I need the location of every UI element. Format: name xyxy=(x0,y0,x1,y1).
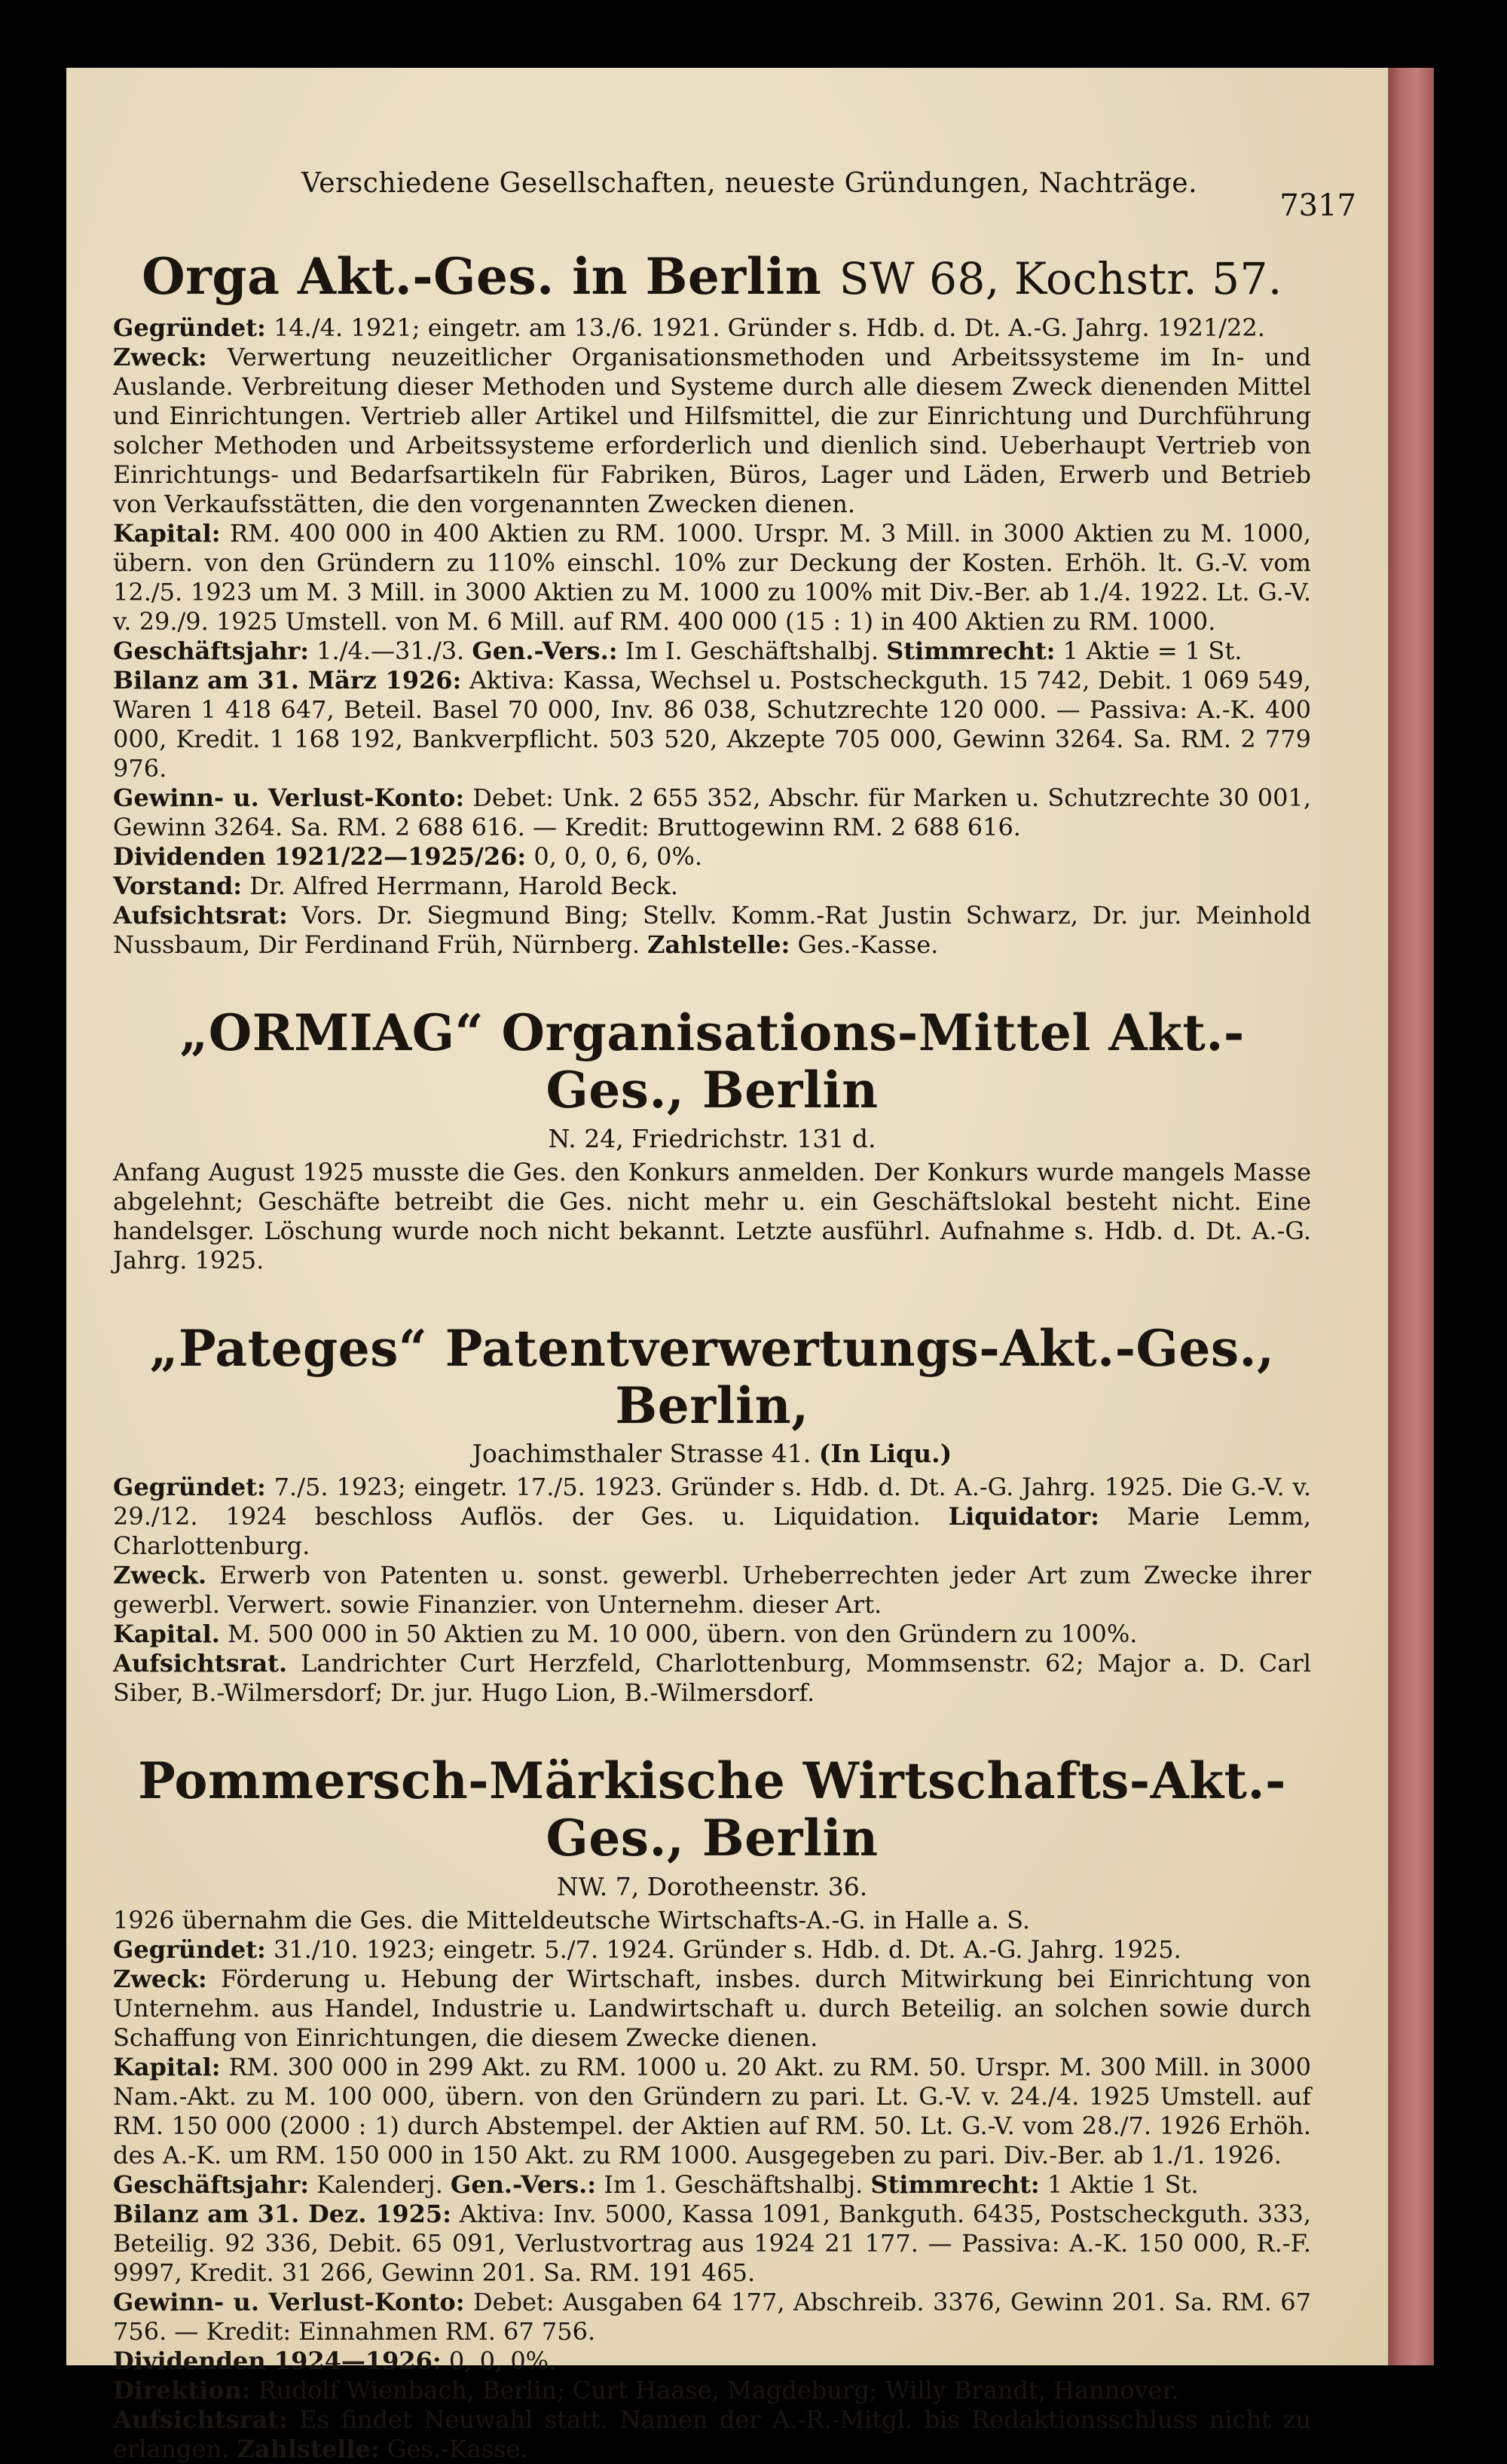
paragraph-text: Ges.-Kasse. xyxy=(379,2435,528,2464)
paragraph xyxy=(113,2288,1311,2346)
paragraph-label: Liquidator: xyxy=(948,1502,1099,1531)
paragraph xyxy=(113,1906,1311,1935)
book-spine xyxy=(1389,68,1434,2365)
entry-title: Pommersch-Märkische Wirtschafts-Akt.-Ges., Berlin xyxy=(138,1751,1286,1868)
paragraph xyxy=(113,637,1311,666)
paragraph-text: Im 1. Geschäftshalbj. xyxy=(596,2170,871,2200)
entry-pateges xyxy=(113,1318,1312,1708)
paragraph-text: Verwertung neuzeitlicher Organisationsmethoden und Arbeitssysteme im In- und Auslande. Verbreitung dieser Methoden und Systeme durch alle diesem Zweck dienenden Mittel und Einrichtungen. Vertrieb aller Artikel und Hilfsmittel, die zur Einrichtung und Durchführung solcher Methoden und Arbeitssysteme erforderlich und dienlich sind. Ueberhaupt Vertrieb von Einrichtungs- und Bedarfsartikeln für Fabriken, Büros, Lager und Läden, Erwerb und Betrieb von Verkaufsstätten, die den vorgenannten Zwecken dienen. xyxy=(113,342,1311,518)
paragraph-label: Zweck: xyxy=(113,1965,207,1994)
paragraph-text: Debet: Unk. 2 655 352, Abschr. für Marken u. Schutzrechte 30 001, Gewinn 3264. Sa. RM. 2 688 616. — Kredit: Bruttogewinn RM. 2 688 616. xyxy=(113,783,1312,841)
paragraph-text: Aktiva: Inv. 5000, Kassa 1091, Bankguth. 6435, Postscheckguth. 333, Beteilig. 92 336, Debit. 65 091, Verlustvortrag aus 1924 21 177. — Passiva: A.-K. 150 000, R.-F. 9997, Kredit. 31 266, Gewinn 201. Sa. RM. 191 465. xyxy=(113,2200,1312,2288)
paragraph xyxy=(113,2200,1311,2288)
paragraph-label: Gegründet: xyxy=(113,1473,266,1502)
paragraph xyxy=(113,1561,1311,1620)
paragraph-label: Zweck: xyxy=(113,342,207,371)
running-head-text: Verschiedene Gesellschaften, neueste Gründungen, Nachträge. xyxy=(301,168,1198,199)
paragraph-label: Zahlstelle: xyxy=(647,930,790,959)
paragraph-label: Dividenden 1921/22—1925/26: xyxy=(113,841,527,871)
paragraph xyxy=(113,783,1311,842)
paragraph xyxy=(113,313,1311,343)
paragraph-label: Gen.-Vers.: xyxy=(450,2170,597,2200)
paragraph-text: Vors. Dr. Siegmund Bing; Stellv. Komm.-Rat Justin Schwarz, Dr. jur. Meinhold Nussbaum, Dir Ferdinand Früh, Nürnberg. xyxy=(113,900,1311,959)
paragraph xyxy=(113,1935,1311,1965)
paragraph-label: Gen.-Vers.: xyxy=(472,636,618,665)
paragraph-label: Geschäftsjahr: xyxy=(113,636,309,665)
liquidation-note: (In Liqu.) xyxy=(818,1439,952,1469)
paragraph-text: 14./4. 1921; eingetr. am 13./6. 1921. Gründer s. Hdb. d. Dt. A.-G. Jahrg. 1921/22. xyxy=(265,313,1265,342)
paragraph xyxy=(113,1158,1311,1275)
paragraph-text: Dr. Alfred Herrmann, Harold Beck. xyxy=(242,871,678,900)
paragraph-label: Gewinn- u. Verlust-Konto: xyxy=(113,2288,465,2317)
paragraph-text: Rudolf Wienbach, Berlin; Curt Haase, Magdeburg; Willy Brandt, Hannover. xyxy=(250,2376,1179,2405)
paragraph-label: Aufsichtsrat. xyxy=(113,1649,288,1678)
entry-body xyxy=(113,1158,1311,1275)
paragraph-label: Gegründet: xyxy=(113,1935,266,1965)
paragraph-text: Es findet Neuwahl statt. Namen der A.-R.-Mitgl. bis Redaktionsschluss nicht zu erlangen. xyxy=(113,2405,1311,2464)
paragraph-text: Aktiva: Kassa, Wechsel u. Postscheckguth. 15 742, Debit. 1 069 549, Waren 1 418 647, Beteil. Basel 70 000, Inv. 86 038, Schutzrechte 120 000. — Passiva: A.-K. 400 000, Kredit. 1 168 192, Bankverpflicht. 503 520, Akzepte 705 000, Gewinn 3264. Sa. RM. 2 779 976. xyxy=(113,665,1312,783)
paragraph-text: 1./4.—31./3. xyxy=(309,636,472,665)
entry-ormiag xyxy=(113,1005,1311,1275)
paragraph xyxy=(113,2053,1311,2170)
paragraph-text: Im I. Geschäftshalbj. xyxy=(617,636,887,665)
paragraph-label: Direktion: xyxy=(113,2376,251,2405)
paragraph-text: 1 Aktie 1 St. xyxy=(1039,2170,1199,2200)
paragraph xyxy=(113,666,1311,783)
entry-orga xyxy=(113,249,1311,960)
paragraph-text: Kalenderj. xyxy=(309,2170,451,2200)
paragraph-label: Kapital: xyxy=(113,2053,221,2082)
paragraph xyxy=(113,901,1311,960)
paragraph xyxy=(113,1620,1311,1649)
paragraph-text: M. 500 000 in 50 Aktien zu M. 10 000, übern. von den Gründern zu 100%. xyxy=(219,1620,1138,1649)
entry-address xyxy=(113,1439,1311,1468)
paragraph-text: Anfang August 1925 musste die Ges. den Konkurs anmelden. Der Konkurs wurde mangels Masse abgelehnt; Geschäfte betreibt die Ges. nicht mehr u. ein Geschäftslokal besteht nicht. Eine handelsger. Löschung wurde noch nicht bekannt. Letzte ausführl. Aufnahme s. Hdb. d. Dt. A.-G. Jahrg. 1925. xyxy=(113,1157,1311,1275)
paragraph-text: 0, 0, 0, 6, 0%. xyxy=(526,841,703,871)
entry-pommersch-maerkische xyxy=(113,1753,1311,2464)
book-page xyxy=(66,68,1434,2464)
entry-address: N. 24, Friedrichstr. 131 d. xyxy=(548,1123,876,1153)
paragraph-text: RM. 300 000 in 299 Akt. zu RM. 1000 u. 20 Akt. zu RM. 50. Urspr. M. 300 Mill. in 3000 Nam.-Akt. zu M. 100 000, übern. von den Gründern zu pari. Lt. G.-V. v. 24./4. 1925 Umstell. auf RM. 150 000 (2000 : 1) durch Abstempel. der Aktien auf RM. 50. Lt. G.-V. vom 28./7. 1926 Erhöh. des A.-K. um RM. 150 000 in 150 Akt. zu RM 1000. Ausgegeben zu pari. Div.-Ber. ab 1./1. 1926. xyxy=(113,2053,1311,2170)
paragraph-label: Stimmrecht: xyxy=(886,636,1056,665)
paragraph-label: Dividenden 1924—1926: xyxy=(113,2346,442,2376)
entry-title-address: SW 68, Kochstr. 57. xyxy=(839,253,1282,304)
paragraph xyxy=(113,1649,1311,1708)
paragraph xyxy=(113,842,1311,872)
paragraph-text: 7./5. 1923; eingetr. 17./5. 1923. Gründer s. Hdb. d. Dt. A.-G. Jahrg. 1925. Die G.-V. v. 29./12. 1924 beschloss Auflös. der Ges. u. Liquidation. xyxy=(113,1473,1311,1531)
paragraph xyxy=(113,872,1311,901)
paragraph xyxy=(113,1965,1311,2053)
paragraph-text: Marie Lemm, Charlottenburg. xyxy=(113,1502,1312,1561)
page-number: 7317 xyxy=(1279,188,1356,223)
paragraph-text: RM. 400 000 in 400 Aktien zu RM. 1000. Urspr. M. 3 Mill. in 3000 Aktien zu M. 1000, übern. von den Gründern zu 110% einschl. 10% zur Deckung der Kosten. Erhöh. lt. G.-V. vom 12./5. 1923 um M. 3 Mill. in 3000 Aktien zu M. 1000 zu 100% mit Div.-Ber. ab 1./4. 1922. Lt. G.-V. v. 29./9. 1925 Umstell. von M. 6 Mill. auf RM. 400 000 (15 : 1) in 400 Aktien zu RM. 1000. xyxy=(113,518,1311,636)
entry-body xyxy=(113,1473,1311,1708)
paragraph-label: Bilanz am 31. Dez. 1925: xyxy=(113,2200,451,2229)
paragraph xyxy=(113,2346,1311,2376)
paragraph-text: Landrichter Curt Herzfeld, Charlottenburg, Mommsenstr. 62; Major a. D. Carl Siber, B.-Wilmersdorf; Dr. jur. Hugo Lion, B.-Wilmersdorf. xyxy=(113,1649,1311,1708)
entry-title-text: Orga Akt.-Ges. in Berlin xyxy=(142,247,822,306)
entry-body xyxy=(113,313,1311,960)
paragraph xyxy=(113,2170,1311,2200)
paragraph-text: Förderung u. Hebung der Wirtschaft, insbes. durch Mitwirkung bei Einrichtung von Unternehm. aus Handel, Industrie u. Landwirtschaft u. durch Beteilig. an solchen sowie durch Schaffung von Einrichtungen, die diesem Zwecke dienen. xyxy=(113,1965,1311,2053)
page-content xyxy=(113,109,1356,2464)
paragraph-label: Bilanz am 31. März 1926: xyxy=(113,665,462,695)
entry-title xyxy=(113,249,1311,306)
paragraph-label: Kapital. xyxy=(113,1620,220,1649)
paragraph-label: Kapital: xyxy=(113,518,221,548)
paragraph-text: 1926 übernahm die Ges. die Mitteldeutsche Wirtschafts-A.-G. in Halle a. S. xyxy=(113,1906,1031,1935)
paragraph-label: Aufsichtsrat: xyxy=(113,2405,288,2435)
paragraph-label: Geschäftsjahr: xyxy=(113,2170,309,2200)
running-head xyxy=(113,109,1356,223)
paragraph xyxy=(113,2376,1311,2405)
paragraph xyxy=(113,2405,1311,2464)
entry-body xyxy=(113,1906,1311,2464)
paragraph xyxy=(113,343,1311,519)
entry-address: NW. 7, Dorotheenstr. 36. xyxy=(556,1872,868,1902)
paragraph-label: Zweck. xyxy=(113,1561,207,1590)
paragraph-label: Aufsichtsrat: xyxy=(113,900,288,930)
paragraph-text: 31./10. 1923; eingetr. 5./7. 1924. Gründer s. Hdb. d. Dt. A.-G. Jahrg. 1925. xyxy=(265,1935,1181,1965)
paragraph-label: Vorstand: xyxy=(113,871,243,900)
entry-title: „ORMIAG“ Organisations-Mittel Akt.-Ges., Berlin xyxy=(179,1003,1245,1119)
paragraph-text: Debet: Ausgaben 64 177, Abschreib. 3376, Gewinn 201. Sa. RM. 67 756. — Kredit: Einnahmen RM. 67 756. xyxy=(113,2288,1312,2346)
paragraph-text: Ges.-Kasse. xyxy=(790,930,939,959)
paragraph-text: 1 Aktie = 1 St. xyxy=(1055,636,1243,665)
paragraph-text: 0, 0, 0%. xyxy=(441,2346,557,2376)
paragraph-text: Erwerb von Patenten u. sonst. gewerbl. Urheberrechten jeder Art zum Zwecke ihrer gewerbl. Verwert. sowie Finanzier. von Unternehm. dieser Art. xyxy=(113,1561,1311,1620)
paragraph-label: Zahlstelle: xyxy=(237,2435,380,2464)
paragraph-label: Gegründet: xyxy=(113,313,266,342)
paragraph-label: Gewinn- u. Verlust-Konto: xyxy=(113,783,465,812)
paragraph-label: Stimmrecht: xyxy=(870,2170,1040,2200)
entry-address-text: Joachimsthaler Strasse 41. xyxy=(472,1439,812,1469)
entry-title: „Pateges“ Patentverwertungs-Akt.-Ges., Berlin, xyxy=(149,1318,1275,1435)
paragraph xyxy=(113,519,1311,637)
paragraph xyxy=(113,1473,1311,1561)
